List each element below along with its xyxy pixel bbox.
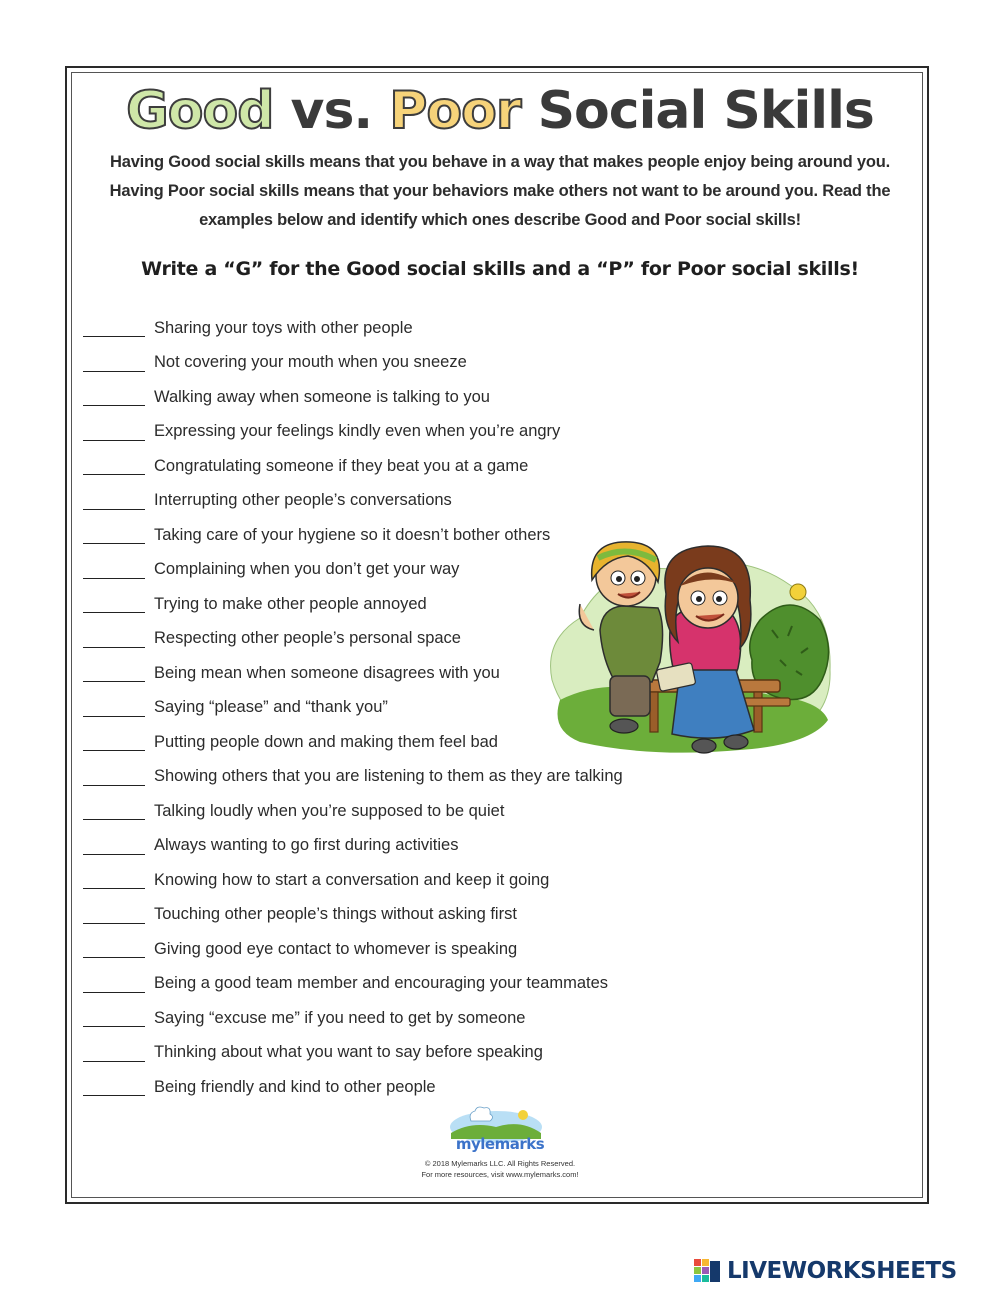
skill-item xyxy=(83,380,623,415)
skill-item xyxy=(83,346,623,381)
skill-text: Walking away when someone is talking to you xyxy=(154,387,490,406)
answer-blank[interactable] xyxy=(83,1009,145,1027)
skill-text: Saying “please” and “thank you” xyxy=(154,698,388,717)
intro-line: Having Poor social skills means that your behaviors make others not want to be around you. Read the xyxy=(109,182,891,200)
answer-blank[interactable] xyxy=(83,1044,145,1062)
answer-blank[interactable] xyxy=(83,526,145,544)
answer-blank[interactable] xyxy=(83,906,145,924)
skill-text: Respecting other people’s personal space xyxy=(154,629,461,648)
skill-text: Being friendly and kind to other people xyxy=(154,1077,436,1096)
title-good: Good xyxy=(126,81,274,141)
instruction-text: Write a “G” for the Good social skills and a “P” for Poor social skills! xyxy=(141,258,859,280)
answer-blank[interactable] xyxy=(83,423,145,441)
intro-line: examples below and identify which ones describe Good and Poor social skills! xyxy=(199,211,801,229)
skill-text: Congratulating someone if they beat you at a game xyxy=(154,456,529,475)
title-poor: Poor xyxy=(389,81,521,141)
skill-item xyxy=(83,898,623,933)
title-rest: Social Skills xyxy=(520,81,874,141)
skill-text: Interrupting other people’s conversations xyxy=(154,491,452,510)
skill-item xyxy=(83,863,623,898)
answer-blank[interactable] xyxy=(83,664,145,682)
skill-item xyxy=(83,760,623,795)
skill-item xyxy=(83,484,623,519)
answer-blank[interactable] xyxy=(83,319,145,337)
mylemarks-brand: mylemarks xyxy=(455,1135,545,1153)
skill-text: Putting people down and making them feel bad xyxy=(154,732,498,751)
worksheet-title xyxy=(0,80,1000,142)
skill-text: Talking loudly when you’re supposed to be quiet xyxy=(154,801,505,820)
skill-text: Thinking about what you want to say before speaking xyxy=(154,1043,543,1062)
copyright-line: © 2018 Mylemarks LLC. All Rights Reserved. xyxy=(424,1159,576,1168)
skill-text: Saying “excuse me” if you need to get by someone xyxy=(154,1008,526,1027)
answer-blank[interactable] xyxy=(83,354,145,372)
answer-blank[interactable] xyxy=(83,733,145,751)
answer-blank[interactable] xyxy=(83,1078,145,1096)
intro-line: Having Good social skills means that you behave in a way that makes people enjoy being around you. xyxy=(110,153,890,171)
skill-item xyxy=(83,967,623,1002)
skill-text: Not covering your mouth when you sneeze xyxy=(154,353,467,372)
skill-text: Touching other people’s things without asking first xyxy=(154,905,517,924)
skill-item xyxy=(83,794,623,829)
kids-on-bench-illustration xyxy=(540,530,836,762)
copyright-text xyxy=(0,1158,1000,1180)
skill-item xyxy=(83,1070,623,1105)
skill-text: Trying to make other people annoyed xyxy=(154,594,427,613)
skill-text: Giving good eye contact to whomever is speaking xyxy=(154,939,518,958)
answer-blank[interactable] xyxy=(83,975,145,993)
answer-blank[interactable] xyxy=(83,630,145,648)
answer-blank[interactable] xyxy=(83,699,145,717)
skill-item xyxy=(83,415,623,450)
liveworksheets-logo[interactable] xyxy=(693,1256,957,1286)
answer-blank[interactable] xyxy=(83,802,145,820)
answer-blank[interactable] xyxy=(83,561,145,579)
intro-paragraph xyxy=(92,148,908,235)
answer-blank[interactable] xyxy=(83,871,145,889)
skill-item xyxy=(83,449,623,484)
answer-blank[interactable] xyxy=(83,492,145,510)
answer-blank[interactable] xyxy=(83,837,145,855)
copyright-line: For more resources, visit www.mylemarks.com! xyxy=(421,1170,579,1179)
skill-text: Being mean when someone disagrees with you xyxy=(154,663,500,682)
answer-blank[interactable] xyxy=(83,940,145,958)
skill-item xyxy=(83,1001,623,1036)
skill-text: Knowing how to start a conversation and keep it going xyxy=(154,870,550,889)
skill-text: Showing others that you are listening to them as they are talking xyxy=(154,767,623,786)
skill-text: Complaining when you don’t get your way xyxy=(154,560,460,579)
answer-blank[interactable] xyxy=(83,457,145,475)
skill-item xyxy=(83,829,623,864)
answer-blank[interactable] xyxy=(83,388,145,406)
skill-text: Sharing your toys with other people xyxy=(154,318,413,337)
liveworksheets-text: LIVEWORKSHEETS xyxy=(727,1258,957,1284)
skill-text: Being a good team member and encouraging your teammates xyxy=(154,974,609,993)
answer-blank[interactable] xyxy=(83,768,145,786)
answer-blank[interactable] xyxy=(83,595,145,613)
skill-text: Taking care of your hygiene so it doesn’t bother others xyxy=(154,525,551,544)
skill-text: Expressing your feelings kindly even when you’re angry xyxy=(154,422,561,441)
skill-item xyxy=(83,311,623,346)
skill-text: Always wanting to go first during activities xyxy=(154,836,459,855)
title-vs: vs. xyxy=(273,81,390,141)
skill-item xyxy=(83,932,623,967)
skill-item xyxy=(83,1036,623,1071)
liveworksheets-icon xyxy=(693,1257,723,1285)
